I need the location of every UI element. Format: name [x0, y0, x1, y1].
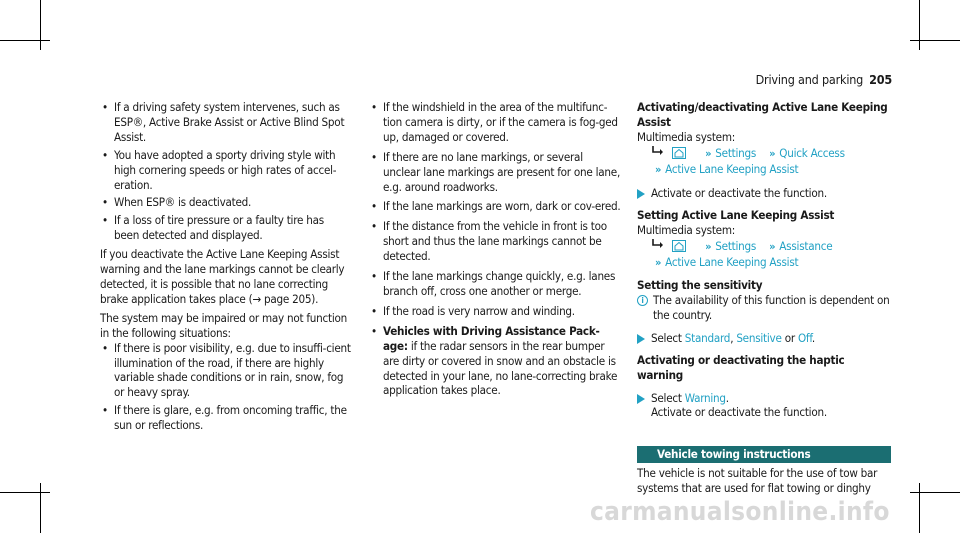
note-text: The availability of this function is dependent on the country.: [653, 292, 890, 322]
select-prefix: Select: [651, 390, 685, 405]
bullet-list: [100, 341, 352, 433]
menu-item-active-lane-keeping-assist: Active Lane Keeping Assist: [665, 255, 799, 270]
chevron-right-icon: »: [705, 240, 712, 254]
crop-mark: [919, 0, 920, 50]
multimedia-label: Multimedia system:: [637, 129, 736, 144]
separator: ,: [730, 330, 737, 345]
list-item: • If the distance from the vehicle in front is too short and thus the lane markings cannot be detected.: [369, 219, 622, 264]
vehicle-condition-label: Vehicles with Driving Assistance Pack-age:: [383, 323, 600, 353]
column-2: [369, 100, 622, 403]
chevron-right-icon: »: [769, 146, 776, 160]
bullet-list: [100, 100, 352, 243]
watermark: carmanualsonline.info: [590, 497, 890, 527]
info-icon: i: [637, 295, 648, 306]
column-1: [100, 100, 352, 436]
chevron-right-icon: »: [655, 256, 662, 270]
separator: or: [781, 330, 798, 345]
bullet-list: [369, 100, 622, 398]
home-icon: [672, 147, 686, 159]
list-item: • If a driving safety system intervenes, such as ESP®, Active Brake Assist or Active Blind Spot Assist.: [100, 100, 352, 145]
crop-mark: [0, 492, 50, 493]
menu-item-quick-access: Quick Access: [779, 145, 845, 160]
list-item: • If the windshield in the area of the multifunc-tion camera is dirty, or if the camera is fog-ged up, damaged or covered.: [369, 100, 622, 145]
select-prefix: Select: [651, 330, 685, 345]
menu-path: [637, 238, 891, 255]
action-result: Activate or deactivate the function.: [651, 405, 827, 420]
vehicle-condition-text: if the radar sensors in the rear bumper are dirty or covered in snow and an obstacle is detected in your lane, no lane-correcting brake application takes place.: [383, 338, 618, 398]
option-off: Off: [797, 330, 812, 345]
page-number: 205: [869, 72, 892, 87]
crop-mark: [910, 40, 960, 41]
menu-item-settings: Settings: [715, 239, 757, 254]
paragraph: If you deactivate the Active Lane Keeping Assist warning and the lane markings cannot be clearly detected, it is possible that no lane correcting brake application takes place (→ page 205).: [100, 247, 345, 306]
list-item: • If a loss of tire pressure or a faulty tire has been detected and displayed.: [100, 213, 352, 243]
list-item: • If the road is very narrow and winding.: [369, 304, 622, 319]
action-step: [637, 391, 891, 406]
list-item: • If there is glare, e.g. from oncoming traffic, the sun or reflections.: [100, 403, 352, 433]
crop-mark: [910, 492, 960, 493]
option-standard: Standard: [684, 330, 731, 345]
paragraph: The system may be impaired or may not function in the following situations:: [100, 310, 347, 340]
list-item: • If there are no lane markings, or several unclear lane markings are present for one lane, e.g. around roadworks.: [369, 150, 622, 195]
home-icon: [672, 240, 686, 252]
option-warning: Warning: [684, 390, 726, 405]
column-3: [637, 100, 891, 496]
list-item: • If the lane markings are worn, dark or cov-ered.: [369, 199, 622, 214]
crop-mark: [919, 483, 920, 533]
period: .: [811, 330, 815, 345]
action-step: [637, 186, 891, 201]
option-sensitive: Sensitive: [736, 330, 782, 345]
section-bar-title: Vehicle towing instructions: [637, 446, 891, 463]
list-item: • If there is poor visibility, e.g. due to insuffi-cient illumination of the road, if there are highly variable shade conditions or in rain, snow, fog or heavy spray.: [100, 341, 352, 401]
crop-mark: [40, 0, 41, 50]
list-item: • When ESP® is deactivated.: [100, 195, 352, 210]
section-heading: Activating or deactivating the haptic warning: [637, 352, 845, 382]
action-text: Activate or deactivate the function.: [651, 185, 827, 200]
path-start-arrow-icon: [651, 145, 665, 157]
action-arrow-icon: [637, 394, 645, 404]
menu-item-assistance: Assistance: [779, 239, 833, 254]
list-item: • If the lane markings change quickly, e.g. lanes branch off, cross one another or merge.: [369, 269, 622, 299]
chevron-right-icon: »: [655, 162, 662, 176]
page-header: [756, 72, 892, 87]
menu-item-settings: Settings: [715, 145, 757, 160]
path-start-arrow-icon: [651, 238, 665, 250]
multimedia-label: Multimedia system:: [637, 223, 736, 238]
menu-item-active-lane-keeping-assist: Active Lane Keeping Assist: [665, 161, 799, 176]
chevron-right-icon: »: [769, 240, 776, 254]
section-heading: Setting the sensitivity: [637, 278, 763, 293]
menu-path-continued: [637, 255, 891, 271]
list-item: • You have adopted a sporty driving style with high cornering speeds or high rates of accel-eration.: [100, 148, 352, 193]
section-heading: Setting Active Lane Keeping Assist: [637, 208, 835, 223]
info-note: [637, 293, 891, 323]
section-title: Driving and parking: [755, 72, 864, 87]
menu-path-continued: [637, 162, 891, 178]
list-item: [369, 324, 622, 399]
action-step: [637, 331, 891, 346]
period: .: [725, 390, 729, 405]
crop-mark: [0, 40, 50, 41]
section-heading: Activating/deactivating Active Lane Keeping Assist: [637, 100, 888, 129]
chevron-right-icon: »: [705, 146, 712, 160]
action-arrow-icon: [637, 334, 645, 344]
paragraph: The vehicle is not suitable for the use of tow bar systems that are used for flat towing or dinghy: [637, 466, 878, 496]
action-arrow-icon: [637, 189, 645, 199]
crop-mark: [40, 483, 41, 533]
menu-path: [637, 145, 891, 162]
